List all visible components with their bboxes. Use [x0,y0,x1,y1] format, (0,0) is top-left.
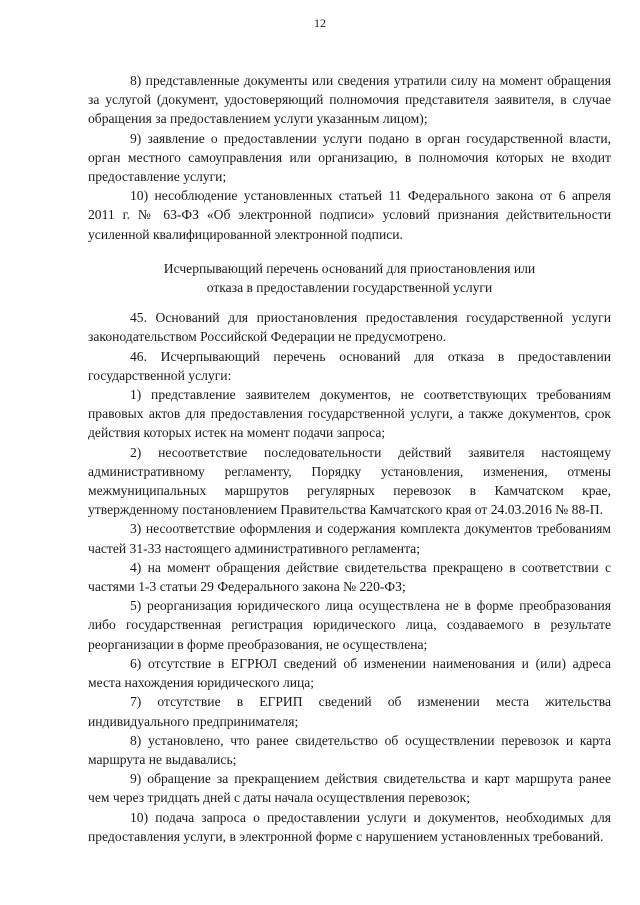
section-heading-line-1: Исчерпывающий перечень оснований для приостановления или [163,260,536,276]
section-heading [88,259,611,297]
refusal-reason-4: 4) на момент обращения действие свидетельства прекращено в соответствии с частями 1-3 статьи 29 Федерального закона № 220-ФЗ; [88,559,611,595]
page-number: 12 [314,16,326,30]
refusal-reason-2: 2) несоответствие последовательности действий заявителя настоящему административному регламенту, Порядку установления, изменения, отмены межмуниципальных маршрутов регулярных перевозок в Камчатском крае, утвержденному постановлением Правительства Камчатского края от 24.03.2016 № 88-П. [88,444,611,518]
refusal-reason-6: 6) отсутствие в ЕГРЮЛ сведений об изменении наименования и (или) адреса места нахождения юридического лица; [88,655,611,691]
refusal-reason-9: 9) обращение за прекращением действия свидетельства и карт маршрута ранее чем через тридцать дней с даты начала осуществления перевозок; [88,771,611,806]
refusal-reason-10: 10) подача запроса о предоставлении услуги и документов, необходимых для предоставления услуги, в электронной форме с нарушением установленных требований. [88,809,611,844]
paragraph-46: 46. Исчерпывающий перечень оснований для отказа в предоставлении государственной услуги: [88,348,611,383]
paragraph-item-10: 10) несоблюдение установленных статьей 11 Федерального закона от 6 апреля 2011 г. № 63-ФЗ «Об электронной подписи» условий признания действительности усиленной квалифицированной электронной подписи. [88,188,611,242]
paragraph-45: 45. Оснований для приостановления предоставления государственной услуги законодательством Российской Федерации не предусмотрено. [88,310,611,345]
refusal-reason-5: 5) реорганизация юридического лица осуществлена не в форме преобразования либо государственная регистрация юридического лица, создаваемого в результате реорганизации в форме преобразования, не осуществлена; [88,598,611,652]
refusal-reason-7: 7) отсутствие в ЕГРИП сведений об изменении места жительства индивидуального предпринимателя; [88,694,611,729]
paragraph-item-8: 8) представленные документы или сведения утратили силу на момент обращения за услугой (документ, удостоверяющий полномочия представителя заявителя, в случае обращения за предоставлением услуги указанным лицом); [88,73,611,127]
paragraph-item-9: 9) заявление о предоставлении услуги подано в орган государственной власти, орган местного самоуправления или организацию, в полномочия которых не входит предоставление услуги; [88,130,611,185]
refusal-reason-1: 1) представление заявителем документов, не соответствующих требованиям правовых актов для предоставления государственной услуги, а также документов, срок действия которых истек на момент подачи запроса; [88,387,611,441]
refusal-reason-8: 8) установлено, что ранее свидетельство об осуществлении перевозок и карта маршрута не выдавались; [88,732,611,767]
document-body [88,71,611,846]
refusal-reason-3: 3) несоответствие оформления и содержания комплекта документов требованиям частей 31-33 настоящего административного регламента; [88,521,611,556]
section-heading-line-2: отказа в предоставлении государственной услуги [206,280,493,296]
